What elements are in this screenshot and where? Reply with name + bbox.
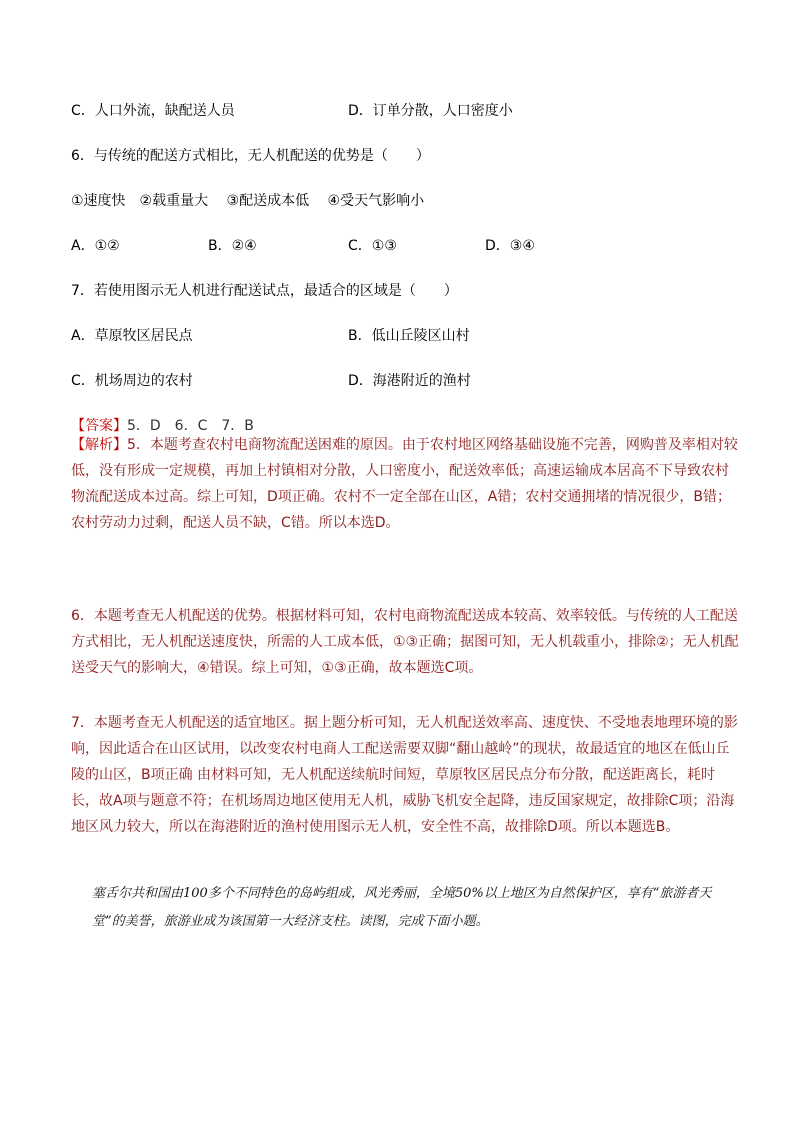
q6-option-a: A．①②	[71, 238, 120, 254]
seychelles-intro: 塞舌尔共和国由100多个不同特色的岛屿组成，风光秀丽，全境50%以上地区为自然保护区，享有“旅游者天堂”的美誉，旅游业成为该国第一大经济支柱。读图，完成下面小题。	[92, 886, 712, 929]
q5-option-d: D．订单分散，人口密度小	[348, 103, 513, 119]
analysis-q5	[71, 432, 741, 536]
q7-option-c: C．机场周边的农村	[71, 373, 193, 389]
q6-items: ①速度快 ②载重量大 ③配送成本低 ④受天气影响小	[71, 193, 425, 209]
q6-stem: 6．与传统的配送方式相比，无人机配送的优势是（ ）	[71, 148, 430, 164]
q7-option-a: A．草原牧区居民点	[71, 328, 193, 344]
analysis-q6-text: 6．本题考查无人机配送的优势。根据材料可知，农村电商物流配送成本较高、效率较低。与传统的人工配送方式相比，无人机配送速度快，所需的人工成本低，①③正确；据图可知，无人机载重小，排除②；无人机配送受天气的影响大，④错误。综上可知，①③正确，故本题选C项。	[71, 608, 739, 676]
analysis-q6	[71, 603, 741, 681]
answer-label: 【答案】	[71, 418, 127, 434]
q5-option-c: C．人口外流，缺配送人员	[71, 103, 235, 119]
analysis-label: 【解析】	[71, 437, 127, 453]
q6-option-b: B．②④	[208, 238, 257, 254]
q7-option-b: B．低山丘陵区山村	[348, 328, 470, 344]
answer-text: 5．D 6．C 7．B	[127, 418, 254, 434]
q6-option-d: D．③④	[485, 238, 535, 254]
q6-option-c: C．①③	[348, 238, 397, 254]
q7-stem: 7．若使用图示无人机进行配送试点，最适合的区域是（ ）	[71, 283, 458, 299]
q7-option-d: D．海港附近的渔村	[348, 373, 471, 389]
analysis-q5-text: 5．本题考查农村电商物流配送困难的原因。由于农村地区网络基础设施不完善，网购普及率相对较低，没有形成一定规模，再加上村镇相对分散，人口密度小，配送效率低；高速运输成本居高不下导致农村物流配送成本过高。综上可知，D项正确。农村不一定全部在山区，A错；农村交通拥堵的情况很少，B错；农村劳动力过剩，配送人员不缺，C错。所以本选D。	[71, 437, 738, 531]
analysis-q7	[71, 710, 741, 840]
analysis-q7-text: 7．本题考查无人机配送的适宜地区。据上题分析可知，无人机配送效率高、速度快、不受地表地理环境的影响，因此适合在山区试用，以改变农村电商人工配送需要双脚“翻山越岭”的现状，故最适宜的地区在低山丘陵的山区，B项正确 由材料可知，无人机配送续航时间短，草原牧区居民点分布分散，配送距离长，耗时长，故A项与题意不符；在机场周边地区使用无人机，威胁飞机安全起降，违反国家规定，故排除C项；沿海地区风力较大，所以在海港附近的渔村使用图示无人机，安全性不高，故排除D项。所以本题选B。	[71, 715, 738, 835]
